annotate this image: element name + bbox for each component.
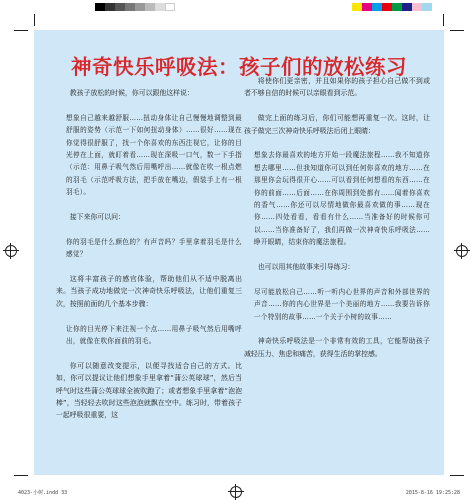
registration-mark-left-icon (5, 245, 17, 257)
left-column (56, 87, 242, 434)
crop-mark (450, 30, 464, 31)
left-script-paragraph: 让你的目光停下来注视一个点……用鼻子吸气然后用嘴呼出，就像在吹你面前的羽毛。 (66, 324, 242, 346)
page-title: 神奇快乐呼吸法：孩子们的放松练习 (71, 55, 407, 79)
crop-mark (14, 30, 28, 31)
color-swatch-bar-right (352, 3, 432, 11)
crop-mark (34, 14, 35, 26)
left-paragraph: 你可以随意改变提示，以便寻找适合自己的方式。比如，你可以提议让他们想象手里拿着“蒲公英球球”，然后当呼气时这些蒲公英球球全被吹跑了；或者想象手里拿着“泡泡棒”，当轻轻去吹时这些泡泡就飘在空中。练习时，带着孩子一起呼吸很重要，这 (56, 361, 242, 420)
registration-mark-bottom-icon (230, 486, 242, 498)
footer-timestamp: 2015-8-16 19:25:28 (405, 490, 460, 496)
color-swatch-bar-left (95, 3, 175, 11)
right-paragraph: 做完上面的练习后，你们可能想再重复一次。这时，让孩子做完三次神奇快乐呼吸法后闭上眼睛： (244, 114, 430, 135)
book-page (34, 30, 444, 475)
crop-mark (450, 475, 464, 476)
right-script-paragraph: 想象去你最喜欢的地方开始一段魔法旅程……我不知道你想去哪里……但我知道你可以到任何你喜欢的地方……在那里你会玩得很开心……可以看到任何想看的东西……在你的前面……后面……在你周围到处都有……闻着你喜欢的香气……你还可以尽情地做你最喜欢做的事……现在你……四处看看，看看有什么……当准备好的时候你可以……当你准备好了，我们再做一次神奇快乐呼吸法……睁开眼睛，结束你的魔法旅程。 (254, 151, 430, 247)
right-script-paragraph: 尽可能放松自己……听一听内心世界的声音和外部世界的声音……你的内心世界是一个美丽的地方……我要告诉你一个特别的故事……一个关于小树的故事…… (254, 287, 430, 321)
left-paragraph: 教孩子放松的时候，你可以跟他这样说： (69, 89, 194, 97)
crop-mark (14, 475, 28, 476)
right-paragraph: 神奇快乐呼吸法是一个非常有效的工具，它能帮助孩子减轻压力、焦虑和痛苦，获得生活的掌控感。 (244, 337, 430, 358)
right-column (244, 75, 430, 373)
footer-file-info: 4023-小树.indd 33 (18, 490, 68, 496)
left-paragraph: 这将丰富孩子的感官体验，帮助他们从不适中脱离出来。当孩子成功地做完一次神奇快乐呼吸法，让他们重复三次，按照前面的几个基本步骤： (56, 275, 242, 308)
left-paragraph: 接下来你可以问： (69, 213, 125, 222)
left-script-paragraph: 你的羽毛是什么颜色的？有声音吗？手里拿着羽毛是什么感觉？ (66, 237, 242, 259)
right-paragraph: 将使你们更亲密，并且如果你的孩子担心自己做不到或者不够自信的时候可以亲眼看到示范。 (244, 77, 430, 98)
left-script-paragraph: 想象自己越来越舒服……扭动身体让自己慢慢地调整到最舒服的姿势（示范一下如何扭动身体）……很好……现在你觉得很舒服了，找一个你喜欢的东西注视它，让你的目光停在上面，就盯着看……现在深吸一口气，数一下手指（示范：用鼻子吸气然后用嘴呼出……就像在吹一根点燃的羽毛（示范呼吸方法，把手放在嘴边，假装手上有一根羽毛）。 (66, 113, 242, 197)
crop-mark (443, 14, 444, 26)
registration-mark-right-icon (456, 245, 468, 257)
right-paragraph: 也可以用其他故事来引导练习： (257, 263, 355, 272)
